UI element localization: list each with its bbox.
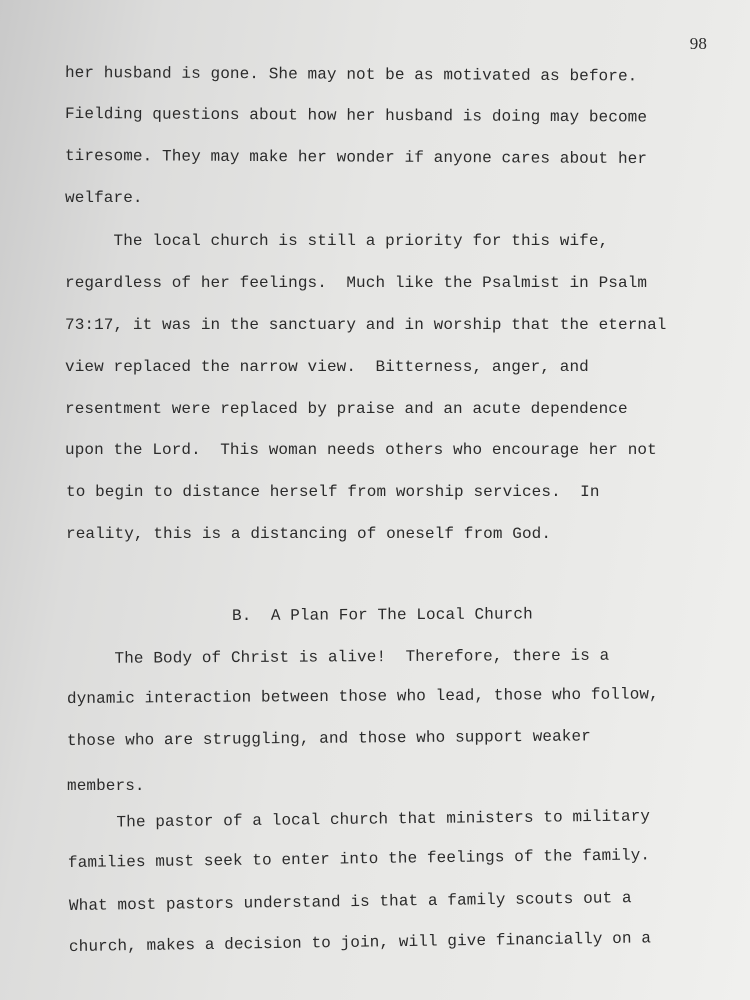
text-line: those who are struggling, and those who support weaker bbox=[66, 727, 591, 750]
text-line: members. bbox=[67, 777, 145, 795]
text-line: church, makes a decision to join, will give financially on a bbox=[68, 929, 652, 956]
text-line: welfare. bbox=[65, 189, 143, 207]
text-line: The pastor of a local church that ministers to military bbox=[67, 807, 651, 832]
text-line: regardless of her feelings. Much like the Psalmist in Psalm bbox=[65, 274, 648, 292]
text-line: upon the Lord. This woman needs others who encourage her not bbox=[65, 441, 657, 459]
text-line: The local church is still a priority for this wife, bbox=[65, 232, 609, 250]
text-line: 73:17, it was in the sanctuary and in worship that the eternal bbox=[65, 316, 667, 334]
page-number: 98 bbox=[689, 34, 707, 53]
text-line: her husband is gone. She may not be as motivated as before. bbox=[64, 64, 638, 86]
text-line: What most pastors understand is that a family scouts out a bbox=[68, 889, 632, 915]
text-line: Fielding questions about how her husband is doing may become bbox=[64, 105, 648, 127]
section-heading: B. A Plan For The Local Church bbox=[231, 605, 533, 625]
text-line: reality, this is a distancing of oneself from God. bbox=[66, 525, 552, 543]
text-line: tiresome. They may make her wonder if anyone cares about her bbox=[64, 147, 648, 169]
text-line: resentment were replaced by praise and an acute dependence bbox=[65, 400, 628, 418]
text-line: The Body of Christ is alive! Therefore, there is a bbox=[65, 646, 610, 668]
text-line: to begin to distance herself from worship services. In bbox=[66, 483, 600, 501]
text-line: families must seek to enter into the feelings of the family. bbox=[67, 846, 651, 872]
text-line: view replaced the narrow view. Bitterness, anger, and bbox=[65, 358, 589, 376]
text-line: dynamic interaction between those who lead, those who follow, bbox=[66, 685, 659, 708]
